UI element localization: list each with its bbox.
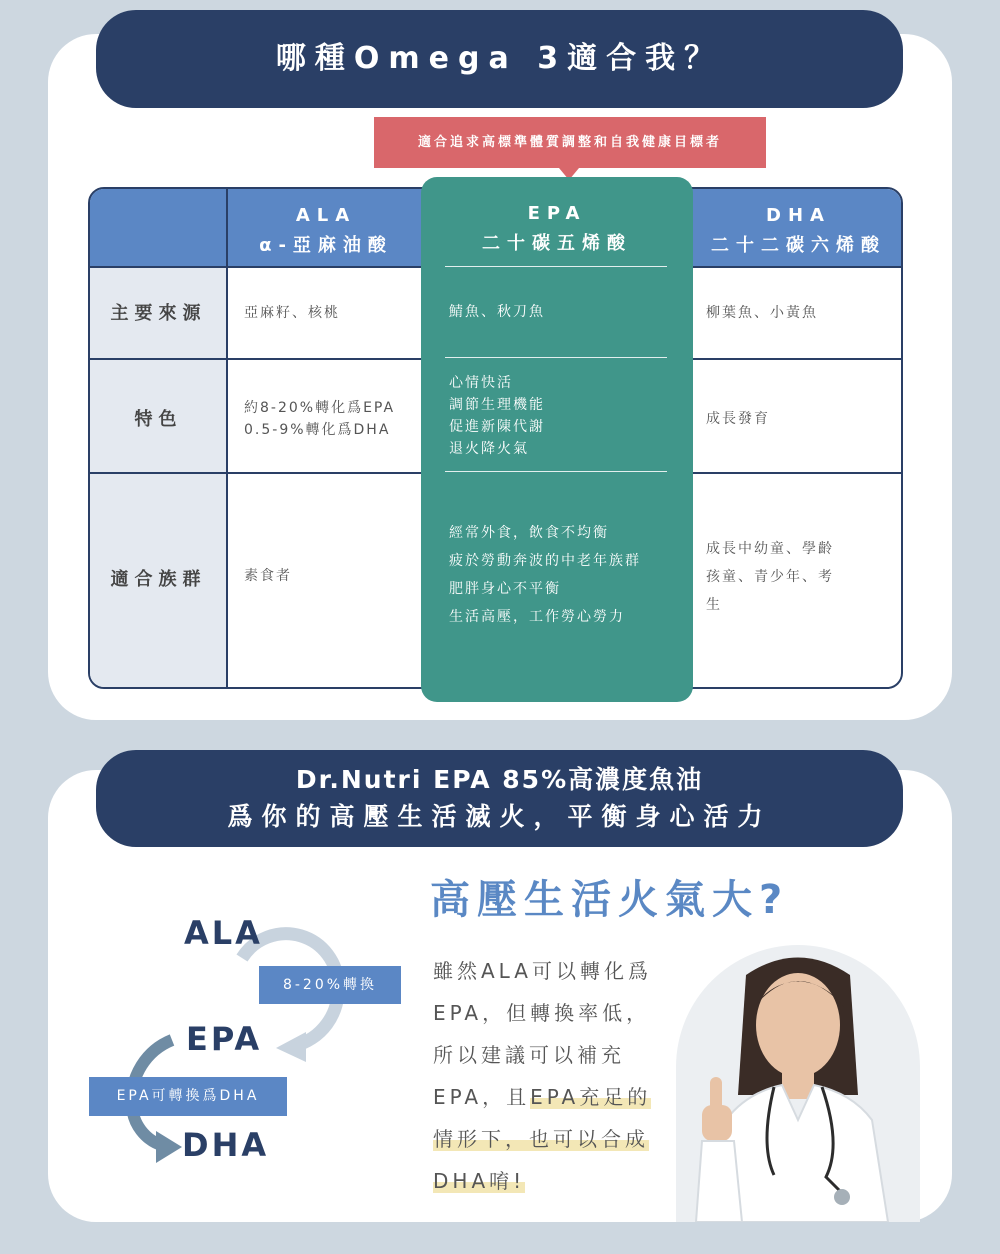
cell-line: 生 [706, 597, 722, 613]
cell-line: 素食者 [244, 568, 292, 584]
paragraph-text: EPA，且 [433, 1085, 531, 1109]
cell-line: 鯖魚、秋刀魚 [449, 304, 545, 320]
paragraph-highlight: 情形下，也可以合成 [433, 1127, 649, 1151]
row-label-source: 主要來源 [110, 303, 207, 324]
question-heading: 高壓生活火氣大? [430, 877, 790, 923]
cell-ala-feature [244, 397, 395, 441]
column-head-dha [694, 203, 903, 259]
bottom-banner-line1: Dr.Nutri EPA 85%高濃度魚油 [295, 765, 704, 794]
cell-line: 經常外食，飲食不均衡 [449, 525, 609, 541]
cell-line: 調節生理機能 [449, 397, 545, 413]
cell-dha-audience [706, 535, 834, 619]
cell-line: 成長發育 [706, 411, 770, 427]
epa-column [421, 177, 693, 702]
suitability-tag: 適合追求高標準體質調整和自我健康目標者 [374, 117, 766, 168]
arrow-head [156, 1131, 182, 1163]
label-dha: DHA [182, 1126, 270, 1164]
column-head-ala [227, 203, 425, 259]
cell-line: 促進新陳代謝 [449, 419, 545, 435]
table-divider [226, 189, 228, 689]
paragraph-line [433, 1076, 652, 1118]
paragraph-line [433, 1160, 652, 1202]
conversion-rate-tag: 8-20%轉換 [259, 966, 401, 1004]
cell-ala-audience [244, 565, 292, 587]
epa-divider [445, 357, 667, 358]
bottom-banner-line2: 爲你的高壓生活滅火，平衡身心活力 [227, 802, 772, 831]
cell-ala-source [244, 302, 340, 324]
column-head-dha-sub: 二十二碳六烯酸 [711, 235, 886, 256]
cell-epa-feature [449, 372, 545, 460]
paragraph-line: 所以建議可以補充 [433, 1043, 625, 1067]
cell-epa-source [449, 301, 545, 323]
top-banner-title: 哪種Omega 3適合我？ [275, 41, 724, 76]
column-head-epa-name: EPA [527, 203, 587, 224]
row-label-audience: 適合族群 [110, 569, 207, 590]
row-label-column [90, 267, 227, 689]
column-head-epa [421, 201, 693, 257]
column-head-ala-name: ALA [295, 205, 357, 226]
cell-line: 0.5-9%轉化爲DHA [244, 422, 391, 438]
column-head-ala-sub: α-亞麻油酸 [259, 235, 393, 256]
cell-line: 成長中幼童、學齡 [706, 541, 834, 557]
label-epa: EPA [186, 1020, 263, 1058]
cell-line: 退火降火氣 [449, 441, 529, 457]
cell-epa-audience [449, 519, 641, 631]
row-label-feature: 特色 [134, 409, 183, 430]
label-ala: ALA [184, 914, 263, 952]
cell-line: 疲於勞動奔波的中老年族群 [449, 553, 641, 569]
cell-dha-feature [706, 408, 770, 430]
table-corner-cell [90, 189, 227, 267]
cell-line: 心情快活 [449, 375, 513, 391]
column-head-epa-sub: 二十碳五烯酸 [482, 233, 632, 254]
cell-line: 孩童、青少年、考 [706, 569, 834, 585]
top-banner [96, 10, 903, 108]
cell-line: 約8-20%轉化爲EPA [244, 400, 396, 416]
paragraph-line: EPA，但轉換率低， [433, 1001, 651, 1025]
arrow-head [276, 1032, 306, 1062]
cell-dha-source [706, 302, 818, 324]
cell-line: 柳葉魚、小黃魚 [706, 305, 818, 321]
paragraph-highlight: EPA充足的 [530, 1085, 652, 1109]
column-head-dha-name: DHA [766, 205, 831, 226]
epa-divider [445, 266, 667, 267]
explanation-paragraph [433, 950, 652, 1202]
cell-line: 生活高壓，工作勞心勞力 [449, 609, 625, 625]
paragraph-highlight: DHA唷! [433, 1169, 526, 1193]
cell-line: 肥胖身心不平衡 [449, 581, 561, 597]
epa-divider [445, 471, 667, 472]
paragraph-line: 雖然ALA可以轉化爲 [433, 959, 652, 983]
cell-line: 亞麻籽、核桃 [244, 305, 340, 321]
bottom-banner [96, 750, 903, 847]
doctor-image [676, 945, 920, 1222]
epa-to-dha-tag: EPA可轉換爲DHA [89, 1077, 287, 1116]
paragraph-line [433, 1118, 652, 1160]
